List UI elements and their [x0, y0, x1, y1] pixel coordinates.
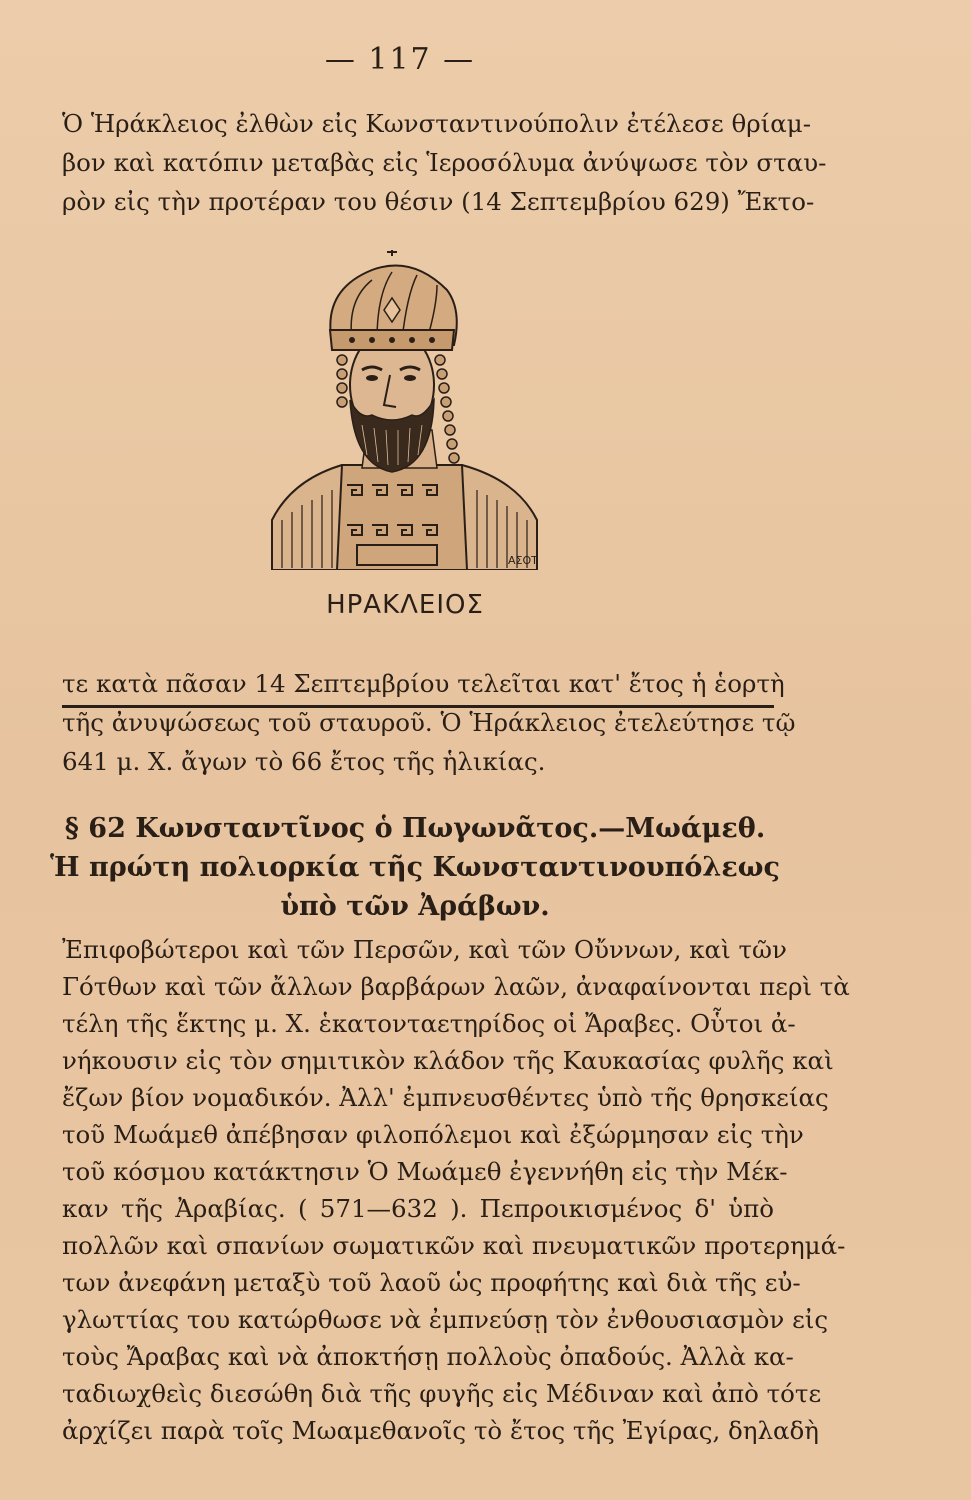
section-subheading: Ἡ πρώτη πολιορκία τῆς Κωνσταντινουπόλεως	[50, 852, 780, 883]
text-line: τοῦ Μωάμεθ ἀπέβησαν φιλοπόλεμοι καὶ ἐξώρμησαν εἰς τὴν	[62, 1120, 804, 1149]
text-line: ταδιωχθεὶς διεσώθη διὰ τῆς φυγῆς εἰς Μέδιναν καὶ ἀπὸ τότε	[62, 1379, 822, 1408]
text-line: τοῦ κόσμου κατάκτησιν Ὁ Μωάμεθ ἐγεννήθη εἰς τὴν Μέκ-	[62, 1157, 788, 1186]
text-line: ρὸν εἰς τὴν προτέραν του θέσιν (14 Σεπτεμβρίου 629) Ἔκτο-	[62, 187, 815, 216]
text-line: των ἀνεφάνη μεταξὺ τοῦ λαοῦ ὡς προφήτης καὶ διὰ τῆς εὐ-	[62, 1268, 801, 1297]
text-line: τέλη τῆς ἕκτης μ. Χ. ἑκατονταετηρίδος οἱ Ἄραβες. Οὗτοι ἀ-	[62, 1009, 796, 1038]
text-line: Ὁ Ἡράκλειος ἐλθὼν εἰς Κωνσταντινούπολιν ἐτέλεσε θρίαμ-	[62, 109, 811, 138]
text-line: νήκουσιν εἰς τὸν σημιτικὸν κλάδον τῆς Καυκασίας φυλῆς καὶ	[62, 1046, 834, 1075]
text-line: ἔζων βίον νομαδικόν. Ἀλλ' ἐμπνευσθέντες ὑπὸ τῆς θρησκείας	[62, 1083, 829, 1112]
text-line: τε κατὰ πᾶσαν 14 Σεπτεμβρίου τελεῖται κατ' ἔτος ἡ ἑορτὴ	[62, 669, 785, 698]
text-line: καν τῆς Ἀραβίας. ( 571—632 ). Πεπροικισμένος δ' ὑπὸ	[62, 1194, 774, 1223]
text-line: τοὺς Ἄραβας καὶ νὰ ἀποκτήσῃ πολλοὺς ὀπαδούς. Ἀλλὰ κα-	[62, 1342, 794, 1371]
section-heading: § 62 Κωνσταντῖνος ὁ Πωγωνᾶτος.—Μωάμεθ.	[64, 813, 766, 844]
text-line: τῆς ἀνυψώσεως τοῦ σταυροῦ. Ὁ Ἡράκλειος ἐτελεύτησε τῷ	[62, 708, 796, 737]
text-line: πολλῶν καὶ σπανίων σωματικῶν καὶ πνευματικῶν προτερημά-	[62, 1231, 846, 1260]
text-line: Γότθων καὶ τῶν ἄλλων βαρβάρων λαῶν, ἀναφαίνονται περὶ τὰ	[62, 972, 850, 1001]
text-line: ἀρχίζει παρὰ τοῖς Μωαμεθανοῖς τὸ ἔτος τῆς Ἐγίρας, δηλαδὴ	[62, 1416, 819, 1445]
text-line: 641 μ. Χ. ἄγων τὸ 66 ἔτος τῆς ἡλικίας.	[62, 747, 546, 776]
page-number: — 117 —	[324, 42, 476, 77]
portrait-caption: ΗΡΑΚΛΕΙΟΣ	[326, 590, 484, 620]
engraver-mark: ΑΣΟΤ	[508, 554, 538, 567]
text-line: βον καὶ κατόπιν μεταβὰς εἰς Ἱεροσόλυμα ἀνύψωσε τὸν σταυ-	[62, 148, 827, 177]
section-subheading: ὑπὸ τῶν Ἀράβων.	[280, 891, 550, 922]
heraclius-portrait-engraving	[262, 250, 542, 570]
text-line: γλωττίας του κατώρθωσε νὰ ἐμπνεύσῃ τὸν ἐνθουσιασμὸν εἰς	[62, 1305, 829, 1334]
text-line: Ἐπιφοβώτεροι καὶ τῶν Περσῶν, καὶ τῶν Οὔννων, καὶ τῶν	[62, 935, 787, 964]
